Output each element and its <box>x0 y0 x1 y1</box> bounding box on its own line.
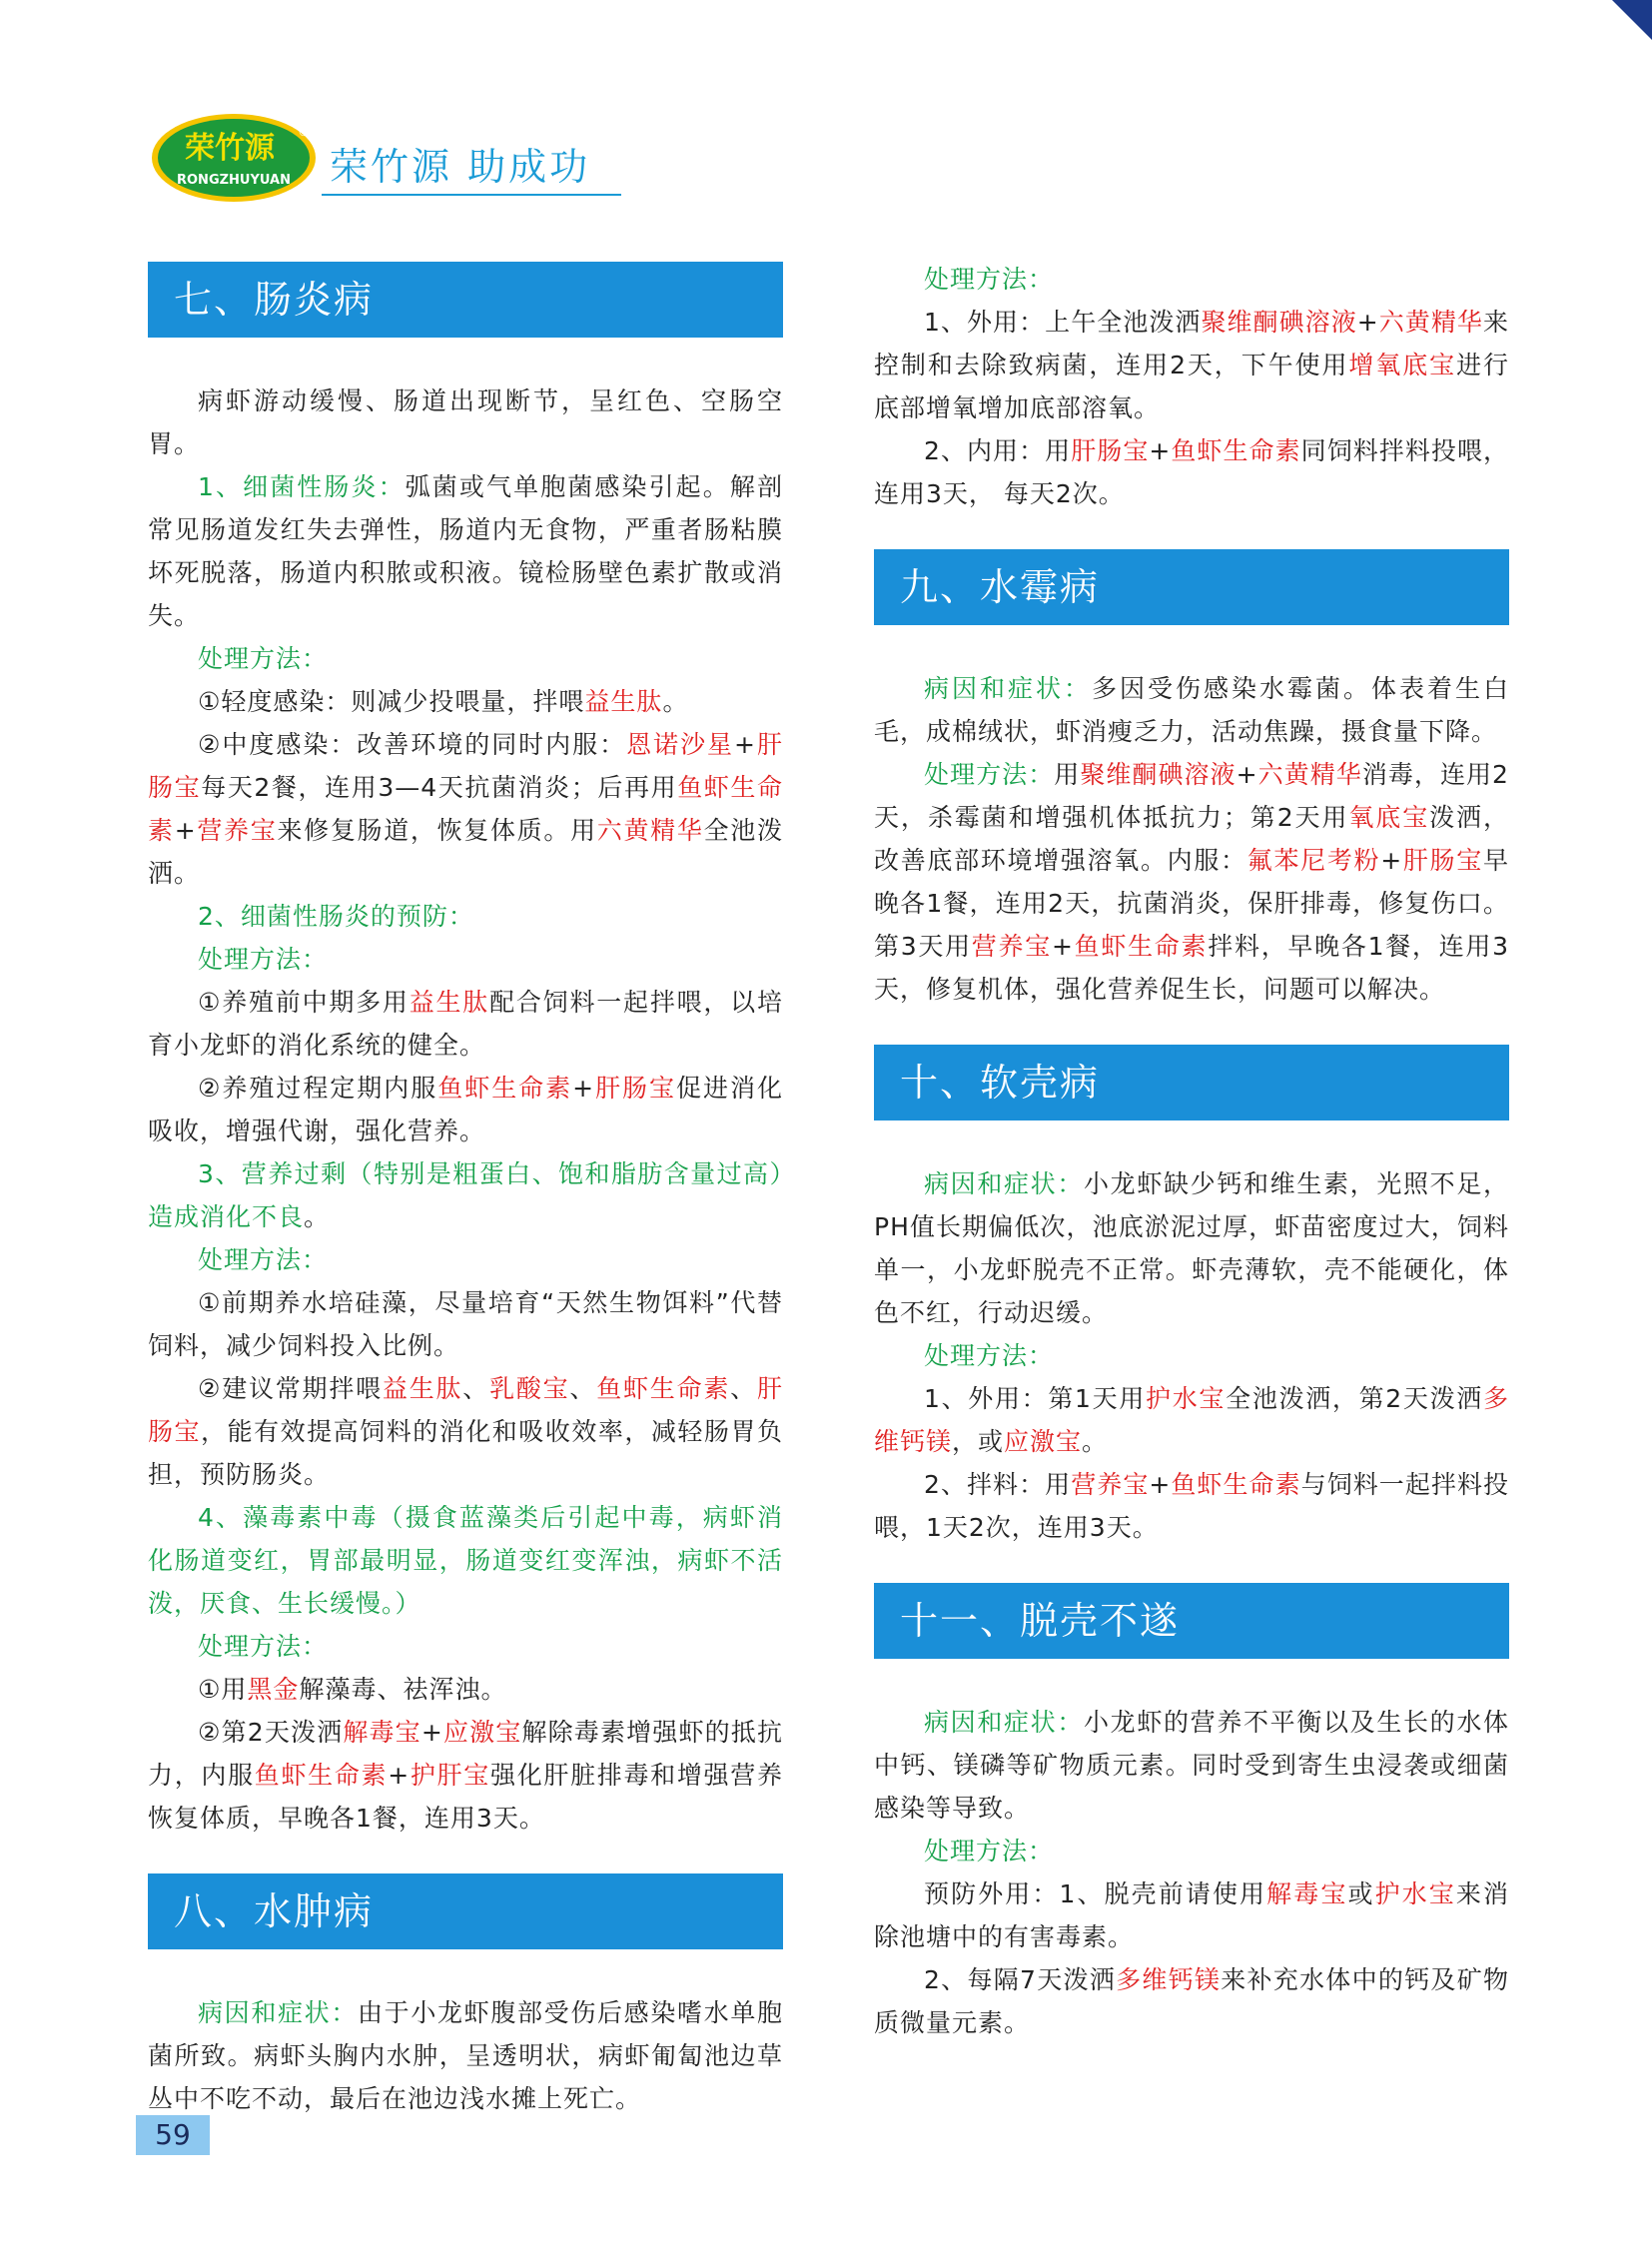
text-run: ①用 <box>198 1675 248 1704</box>
text-run: 2、拌料：用 <box>924 1470 1072 1499</box>
product-name: 肝肠宝 <box>1402 846 1483 875</box>
paragraph <box>874 301 1509 429</box>
text-run: 进行底部增氧增加底部溶氧。 <box>874 351 1509 422</box>
right-column <box>874 258 1509 2044</box>
text-run: + <box>572 1074 595 1103</box>
subheading-text: 处理方法： <box>924 265 1055 294</box>
text-run: 强化肝脏排毒和增强营养恢复体质，早晚各1餐，连用3天。 <box>148 1761 783 1833</box>
text-run: 解除毒素增强虾的抵抗力，内服 <box>148 1718 783 1790</box>
product-name: 益生肽 <box>584 687 663 716</box>
paragraph <box>148 1238 783 1281</box>
product-name: 益生肽 <box>382 1374 463 1403</box>
product-name: 肝肠宝 <box>1071 436 1150 465</box>
subheading-text: 3、营养过剩（特别是粗蛋白、饱和脂肪含量过高）造成消化不良 <box>148 1159 783 1231</box>
subheading-text: 病因和症状： <box>924 674 1092 703</box>
product-name: 六黄精华 <box>1257 760 1362 789</box>
logo-cn-text: 荣竹源 <box>185 131 275 166</box>
paragraph <box>148 680 783 723</box>
text-run: + <box>734 730 756 759</box>
text-run: + <box>1149 436 1172 465</box>
text-run: 。 <box>1082 1427 1109 1456</box>
text-run: 同饲料拌料投喂，连用3天， 每天2次。 <box>874 436 1509 508</box>
paragraph <box>874 1377 1509 1463</box>
text-run: 来修复肠道，恢复体质。用 <box>277 816 597 845</box>
text-run: ②养殖过程定期内服 <box>198 1074 438 1103</box>
text-run: + <box>1356 308 1379 337</box>
text-run: 由于小龙虾腹部受伤后感染嗜水单胞菌所致。病虾头胸内水肿，呈透明状，病虾匍匐池边草丛中不吃不动，最后在池边浅水摊上死亡。 <box>148 1998 783 2113</box>
text-run: + <box>388 1761 411 1790</box>
paragraph <box>148 981 783 1067</box>
text-run: 来控制和去除致病菌，连用2天，下午使用 <box>874 308 1509 379</box>
product-name: 鱼虾生命素 <box>437 1074 573 1103</box>
text-run: ②第2天泼洒 <box>198 1718 344 1747</box>
paragraph <box>874 753 1509 1011</box>
paragraph <box>148 1152 783 1238</box>
text-run: ①前期养水培硅藻，尽量培育“天然生物饵料”代替饲料，减少饲料投入比例。 <box>148 1288 783 1360</box>
product-name: 解毒宝 <box>343 1718 421 1747</box>
section-heading: 十、软壳病 <box>874 1045 1509 1120</box>
text-run: 促进消化吸收，增强代谢，强化营养。 <box>148 1074 783 1145</box>
paragraph <box>874 258 1509 301</box>
text-run: 来补充水体中的钙及矿物质微量元素。 <box>874 1965 1509 2037</box>
text-run: 2、每隔7天泼洒 <box>924 1965 1117 1994</box>
product-name: 应激宝 <box>1004 1427 1083 1456</box>
product-name: 护水宝 <box>1146 1384 1227 1413</box>
paragraph <box>148 1711 783 1840</box>
paragraph <box>874 1958 1509 2044</box>
paragraph <box>148 723 783 895</box>
subheading-text: 2、细菌性肠炎的预防： <box>198 902 474 931</box>
text-run: 每天2餐，连用3—4天抗菌消炎；后再用 <box>201 773 678 802</box>
paragraph <box>148 1668 783 1711</box>
subheading-text: 处理方法： <box>198 945 329 974</box>
text-run: + <box>420 1718 443 1747</box>
paragraph <box>874 1463 1509 1549</box>
product-name: 营养宝 <box>1071 1470 1150 1499</box>
paragraph <box>148 1991 783 2120</box>
text-run: + <box>1149 1470 1172 1499</box>
paragraph <box>148 1067 783 1152</box>
text-run: 全池泼洒，第2天泼洒 <box>1226 1384 1483 1413</box>
subheading-text: 处理方法： <box>924 760 1055 789</box>
paragraph <box>874 1334 1509 1377</box>
product-name: 鱼虾生命素 <box>1171 1470 1301 1499</box>
subheading-text: 病因和症状： <box>924 1708 1084 1737</box>
text-run: 弧菌或气单胞菌感染引起。解剖常见肠道发红失去弹性，肠道内无食物，严重者肠粘膜坏死脱落，肠道内积脓或积液。镜检肠壁色素扩散或消失。 <box>148 472 783 630</box>
slogan: 荣竹源 助成功 <box>330 145 591 189</box>
text-run: 小龙虾缺少钙和维生素，光照不足，PH值长期偏低次，池底淤泥过厚，虾苗密度过大，饲料单一，小龙虾脱壳不正常。虾壳薄软，壳不能硬化，体色不红，行动迟缓。 <box>874 1169 1509 1327</box>
paragraph <box>148 1496 783 1625</box>
corner-decoration <box>1612 0 1652 40</box>
paragraph <box>148 938 783 981</box>
subheading-text: 处理方法： <box>198 1245 329 1274</box>
text-run: + <box>1236 760 1258 789</box>
text-run: 病虾游动缓慢、肠道出现断节，呈红色、空肠空胃。 <box>148 386 783 458</box>
page-number: 59 <box>136 2115 210 2155</box>
text-run: 、 <box>462 1374 490 1403</box>
product-name: 氟苯尼考粉 <box>1246 846 1381 875</box>
brand-logo <box>150 112 318 204</box>
text-run: 。 <box>304 1202 331 1231</box>
product-name: 鱼虾生命素 <box>148 773 783 845</box>
product-name: 护肝宝 <box>410 1761 490 1790</box>
text-run: 或 <box>1347 1879 1375 1908</box>
text-run: 配合饲料一起拌喂，以培育小龙虾的消化系统的健全。 <box>148 988 783 1060</box>
paragraph <box>148 465 783 637</box>
paragraph <box>148 1625 783 1668</box>
product-name: 解毒宝 <box>1266 1879 1348 1908</box>
text-run: 、 <box>569 1374 597 1403</box>
text-run: + <box>174 816 197 845</box>
left-column <box>148 262 783 2120</box>
paragraph <box>874 1830 1509 1872</box>
section-heading: 八、水肿病 <box>148 1873 783 1949</box>
text-run: ，能有效提高饲料的消化和吸收效率，减轻肠胃负担，预防肠炎。 <box>148 1417 783 1489</box>
text-run: 早晚各1餐，连用2天，抗菌消炎，保肝排毒，修复伤口。第3天用 <box>874 846 1509 961</box>
text-run: 小龙虾的营养不平衡以及生长的水体中钙、镁磷等矿物质元素。同时受到寄生虫浸袭或细菌感染等导致。 <box>874 1708 1509 1823</box>
text-run: 来消除池塘中的有害毒素。 <box>874 1879 1509 1951</box>
section-heading: 七、肠炎病 <box>148 262 783 338</box>
logo-registered-mark: ® <box>298 125 310 139</box>
product-name: 鱼虾生命素 <box>254 1761 389 1790</box>
subheading-text: 处理方法： <box>924 1341 1055 1370</box>
product-name: 恩诺沙星 <box>626 730 735 759</box>
subheading-text: 病因和症状： <box>198 1998 358 2027</box>
text-run: ②建议常期拌喂 <box>198 1374 383 1403</box>
text-run: ，或 <box>952 1427 1005 1456</box>
text-run: ②中度感染：改善环境的同时内服： <box>198 730 627 759</box>
paragraph <box>874 429 1509 515</box>
product-name: 黑金 <box>247 1675 300 1704</box>
text-run: 预防外用：1、脱壳前请使用 <box>924 1879 1267 1908</box>
product-name: 鱼虾生命素 <box>596 1374 731 1403</box>
text-run: 1、外用：上午全池泼洒 <box>924 308 1202 337</box>
subheading-text: 病因和症状： <box>924 1169 1084 1198</box>
subheading-text: 1、细菌性肠炎： <box>198 472 406 501</box>
product-name: 营养宝 <box>971 932 1052 961</box>
text-run: 用 <box>1054 760 1081 789</box>
text-run: 泼洒，改善底部环境增强溶氧。内服： <box>874 803 1509 875</box>
text-run: 2、内用：用 <box>924 436 1072 465</box>
product-name: 六黄精华 <box>1378 308 1483 337</box>
product-name: 益生肽 <box>409 988 490 1017</box>
subheading-text: 处理方法： <box>924 1837 1055 1866</box>
product-name: 多维钙镁 <box>874 1384 1509 1456</box>
text-run: 、 <box>730 1374 757 1403</box>
product-name: 鱼虾生命素 <box>1171 436 1301 465</box>
paragraph <box>874 1162 1509 1334</box>
paragraph <box>148 895 783 938</box>
product-name: 六黄精华 <box>596 816 704 845</box>
subheading-text: 处理方法： <box>198 1632 329 1661</box>
product-name: 聚维酮碘溶液 <box>1201 308 1357 337</box>
product-name: 应激宝 <box>442 1718 522 1747</box>
product-name: 护水宝 <box>1374 1879 1456 1908</box>
paragraph <box>874 1701 1509 1830</box>
text-run: 。 <box>662 687 689 716</box>
text-run: ①轻度感染：则减少投喂量，拌喂 <box>198 687 585 716</box>
product-name: 增氧底宝 <box>1348 351 1457 379</box>
product-name: 聚维酮碘溶液 <box>1080 760 1237 789</box>
paragraph <box>148 379 783 465</box>
product-name: 鱼虾生命素 <box>1073 932 1209 961</box>
text-run: 与饲料一起拌料投喂，1天2次，连用3天。 <box>874 1470 1509 1542</box>
text-run: 解藻毒、祛浑浊。 <box>299 1675 507 1704</box>
product-name: 肝肠宝 <box>594 1074 677 1103</box>
product-name: 乳酸宝 <box>489 1374 570 1403</box>
text-run: 多因受伤感染水霉菌。体表着生白毛，成棉绒状，虾消瘦乏力，活动焦躁，摄食量下降。 <box>874 674 1509 746</box>
text-run: + <box>1380 846 1403 875</box>
section-heading: 十一、脱壳不遂 <box>874 1583 1509 1659</box>
paragraph <box>148 1281 783 1367</box>
section-heading: 九、水霉病 <box>874 549 1509 625</box>
text-run: 全池泼洒。 <box>148 816 783 888</box>
product-name: 多维钙镁 <box>1116 1965 1222 1994</box>
product-name: 肝肠宝 <box>148 1374 783 1446</box>
text-run: 1、外用：第1天用 <box>924 1384 1147 1413</box>
subheading-text: 4、藻毒素中毒（摄食蓝藻类后引起中毒，病虾消化肠道变红，胃部最明显，肠道变红变浑浊，病虾不活泼，厌食、生长缓慢。） <box>148 1503 783 1618</box>
product-name: 肝肠宝 <box>148 730 783 802</box>
paragraph <box>148 637 783 680</box>
paragraph <box>874 667 1509 753</box>
text-run: + <box>1051 932 1074 961</box>
paragraph <box>874 1872 1509 1958</box>
product-name: 氧底宝 <box>1348 803 1430 832</box>
product-name: 营养宝 <box>196 816 278 845</box>
logo-en-text: RONGZHUYUAN <box>177 173 291 188</box>
paragraph <box>148 1367 783 1496</box>
text-run: 拌料，早晚各1餐，连用3天，修复机体，强化营养促生长，问题可以解决。 <box>874 932 1509 1004</box>
subheading-text: 处理方法： <box>198 644 329 673</box>
text-run: ①养殖前中期多用 <box>198 988 410 1017</box>
slogan-underline <box>322 194 621 196</box>
text-run: 消毒，连用2天，杀霉菌和增强机体抵抗力；第2天用 <box>874 760 1509 832</box>
